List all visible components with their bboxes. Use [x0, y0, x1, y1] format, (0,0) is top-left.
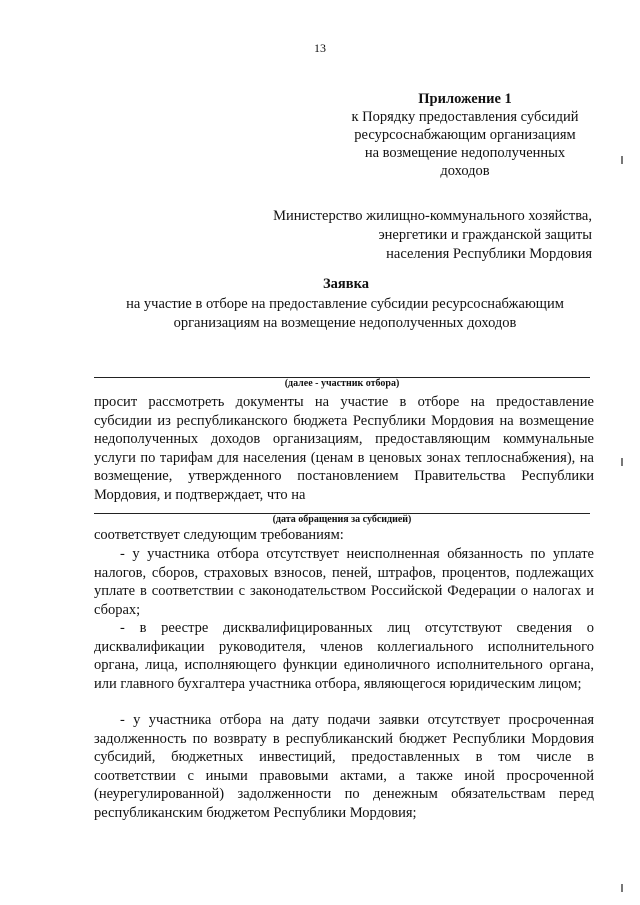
body-paragraph-1: просит рассмотреть документы на участие в отборе на предоставление субсидии из республиканского бюджета Республики Мордовия на возмещение недополученных доходов организациям, предоставляющим коммунальные услуги по тарифам для населения (ценам в ценовых зонах теплоснабжения), на возмещение, утвержденного постановлением Правительства Республики Мордовия, и подтверждает, что на: [94, 394, 594, 503]
requirement-item: - у участника отбора на дату подачи заявки отсутствует просроченная задолженность по возврату в республиканский бюджет Республики Мордовия субсидий, бюджетных инвестиций, предоставленных в том числе в соответствии с иными правовыми актами, а также иной просроченной (неурегулированной) задолженности по денежным обязательствам перед республиканским бюджетом Республики Мордовия;: [94, 712, 594, 821]
addressee-line: населения Республики Мордовия: [386, 246, 592, 262]
addressee-line: энергетики и гражданской защиты: [378, 227, 592, 243]
appendix-line: доходов: [440, 163, 490, 179]
page-number: 13: [314, 41, 326, 55]
appendix-block: [330, 90, 600, 180]
request-subtitle: [95, 295, 595, 333]
participant-field-caption: (далее - участник отбора): [284, 378, 400, 389]
body-paragraph-2: соответствует следующим требованиям:: [94, 527, 344, 543]
request-subtitle-line: на участие в отборе на предоставление субсидии ресурсоснабжающим: [126, 296, 564, 312]
appendix-line: к Порядку предоставления субсидий: [351, 109, 579, 125]
addressee-line: Министерство жилищно-коммунального хозяйства,: [273, 208, 592, 224]
appendix-heading: Приложение 1: [418, 91, 512, 107]
request-title: Заявка: [323, 276, 369, 292]
appendix-line: ресурсоснабжающим организациям: [354, 127, 576, 143]
appendix-line: на возмещение недополученных: [364, 145, 566, 161]
requirement-item: - в реестре дисквалифицированных лиц отсутствуют сведения о дисквалификации руководителя, членов коллегиального исполнительного органа, лица, исполняющего функции единоличного исполнительного органа, или главного бухгалтера участника отбора, являющегося юридическим лицом;: [94, 620, 594, 692]
addressee-block: [230, 207, 592, 264]
date-field-caption: (дата обращения за субсидией): [272, 514, 412, 525]
request-subtitle-line: организациям на возмещение недополученных доходов: [173, 315, 517, 331]
scan-margin-mark: [621, 156, 623, 164]
scan-margin-mark: [621, 884, 623, 892]
requirement-item: - у участника отбора отсутствует неисполненная обязанность по уплате налогов, сборов, страховых взносов, пеней, штрафов, процентов, подлежащих уплате в соответствии с законодательством Российской Федерации о налогах и сборах;: [94, 546, 594, 618]
scan-margin-mark: [621, 458, 623, 466]
